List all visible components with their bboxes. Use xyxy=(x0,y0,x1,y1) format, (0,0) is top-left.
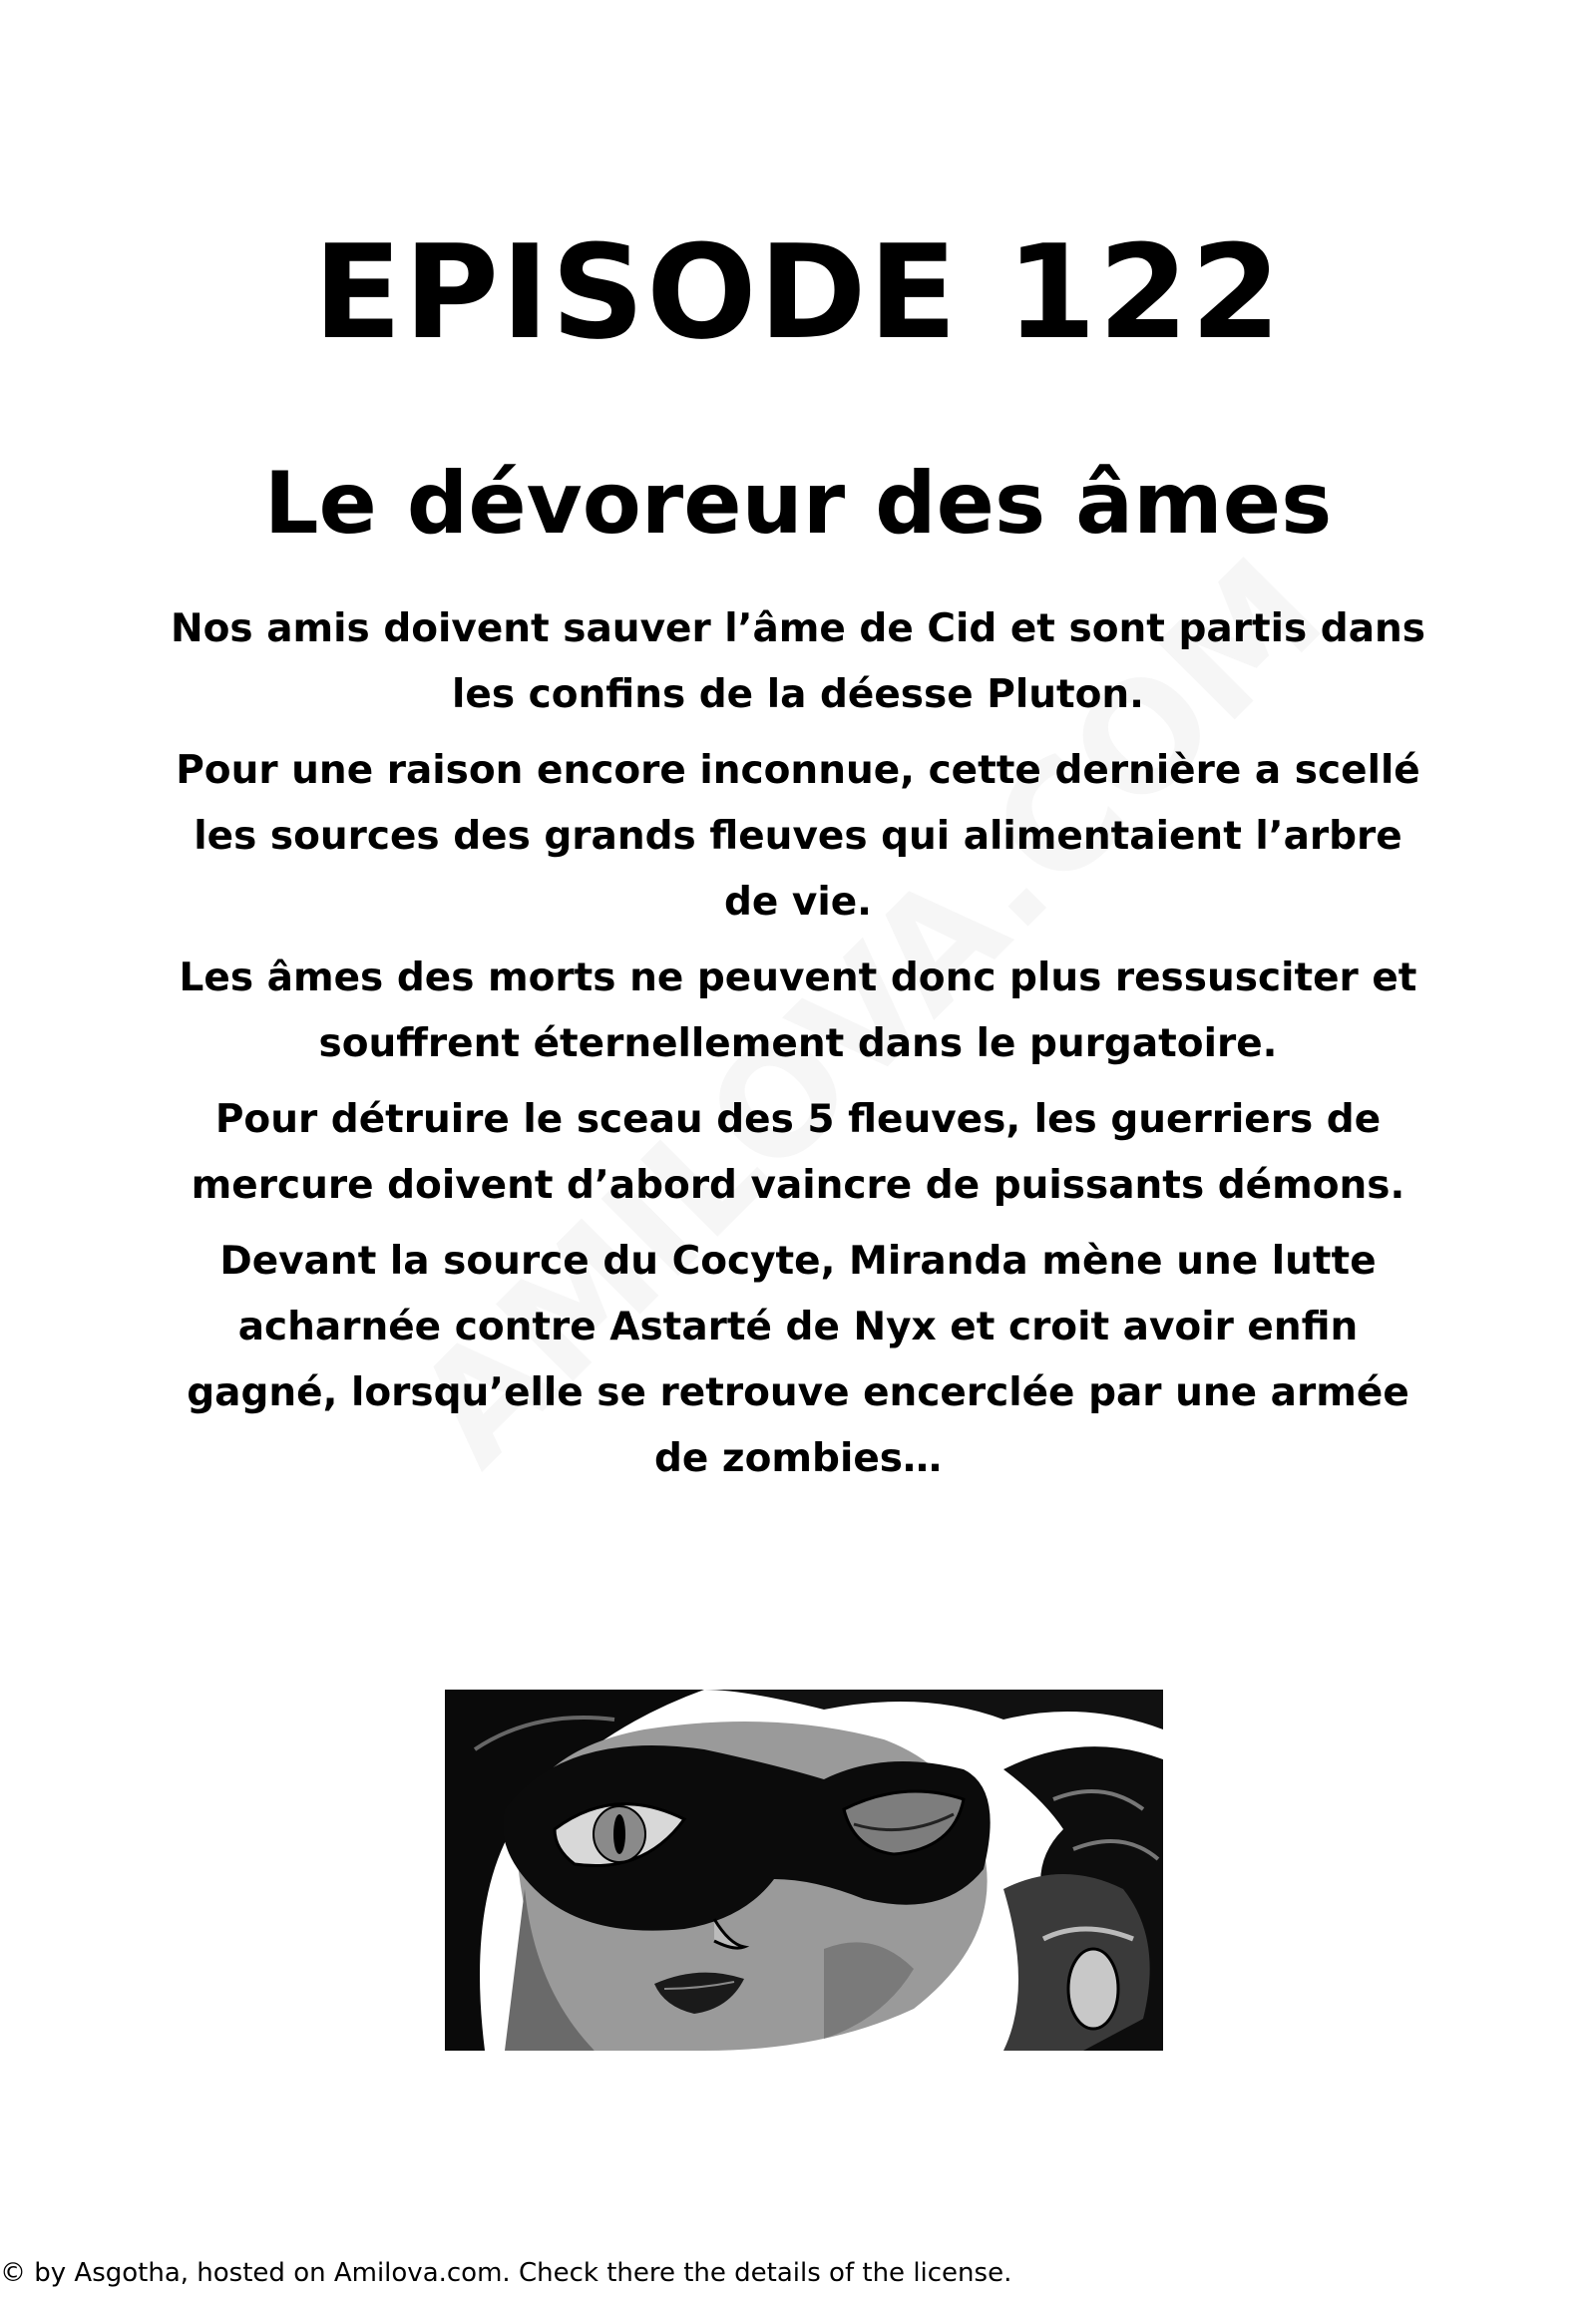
summary-paragraph: Nos amis doivent sauver l’âme de Cid et sont partis dans les confins de la déesse Pluton. xyxy=(171,606,1425,717)
summary-paragraph: Pour une raison encore inconnue, cette dernière a scellé les sources des grands fleuves qui alimentaient l’arbre de vie. xyxy=(176,748,1420,925)
summary-paragraph: Les âmes des morts ne peuvent donc plus ressusciter et souffrent éternellement dans le purgatoire. xyxy=(179,956,1417,1066)
episode-summary xyxy=(170,596,1426,1502)
summary-paragraph: Pour détruire le sceau des 5 fleuves, les guerriers de mercure doivent d’abord vaincre de puissants démons. xyxy=(191,1097,1405,1208)
summary-paragraph: Devant la source du Cocyte, Miranda mène une lutte acharnée contre Astarté de Nyx et croit avoir enfin gagné, lorsqu’elle se retrouve encerclée par une armée de zombies… xyxy=(187,1239,1409,1481)
license-footer: © by Asgotha, hosted on Amilova.com. Check there the details of the license. xyxy=(0,2258,1012,2288)
episode-title: EPISODE 122 xyxy=(313,216,1283,368)
episode-subtitle: Le dévoreur des âmes xyxy=(263,454,1333,554)
comic-panel-illustration xyxy=(445,1690,1163,2051)
